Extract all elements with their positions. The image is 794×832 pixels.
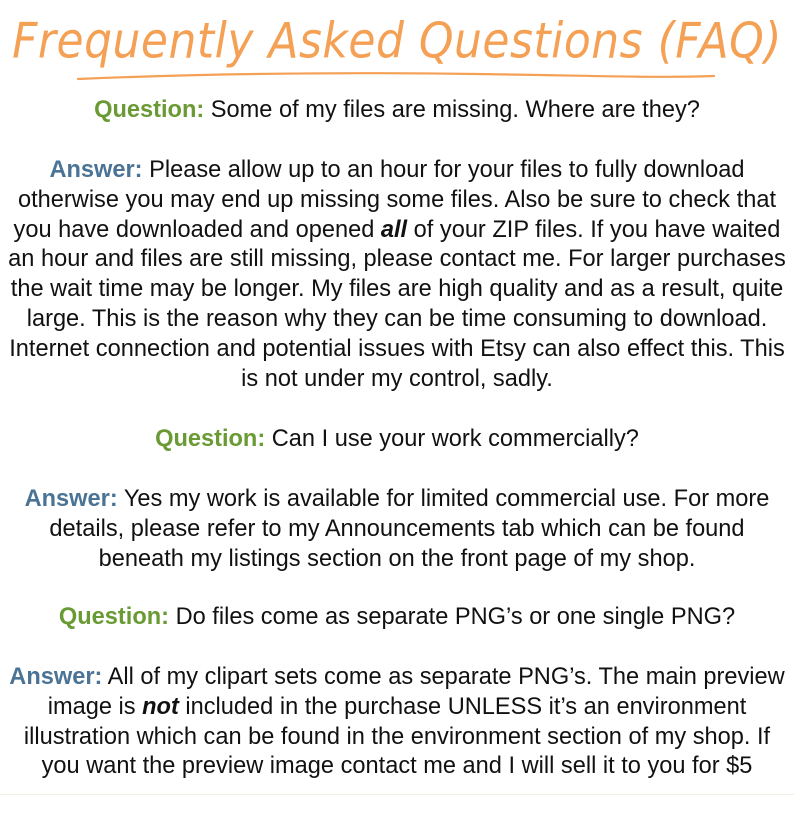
answer-label: Answer: xyxy=(24,486,118,512)
question-label: Question: xyxy=(155,426,266,452)
answer-2 xyxy=(6,485,788,574)
answer-text: Please allow up to an hour for your files to fully download otherwise you may end up missing some files. Also be sure to check that you have downloaded and opened xyxy=(13,157,776,243)
question-text: Can I use your work commercially? xyxy=(265,426,639,452)
answer-text: of your ZIP files. If you have waited an hour and files are still missing, please contact me. For larger purchases the wait time may be longer. My files are high quality and as a result, quite large. This is the reason why they can be time consuming to download. Internet connection and potential issues with Etsy can also effect this. This is not under my control, sadly. xyxy=(8,216,786,392)
question-text: Some of my files are missing. Where are they? xyxy=(204,97,700,123)
answer-text: All of my clipart sets come as separate PNG’s. The main preview image is xyxy=(47,664,785,720)
answer-text: included in the purchase UNLESS it’s an environment illustration which can be found in the environment section of my shop. If you want the preview image contact me and I will sell it to you for $5 xyxy=(23,693,771,780)
page-title: Frequently Asked Questions (FAQ) xyxy=(12,12,782,70)
answer-emphasis: all xyxy=(380,216,408,243)
title-underline xyxy=(76,70,716,84)
answer-3 xyxy=(6,663,788,782)
answer-emphasis: not xyxy=(142,693,179,720)
answer-label: Answer: xyxy=(9,664,103,690)
answer-text: Yes my work is available for limited commercial use. For more details, please refer to my Announcements tab which can be found beneath my listings section on the front page of my shop. xyxy=(49,486,770,572)
question-label: Question: xyxy=(94,97,205,123)
question-2 xyxy=(6,425,788,455)
question-1 xyxy=(6,96,788,126)
question-3 xyxy=(6,603,788,633)
answer-1 xyxy=(6,156,788,394)
bottom-divider xyxy=(0,794,794,795)
question-text: Do files come as separate PNG’s or one single PNG? xyxy=(169,604,736,630)
answer-label: Answer: xyxy=(49,157,143,183)
question-label: Question: xyxy=(58,604,170,630)
